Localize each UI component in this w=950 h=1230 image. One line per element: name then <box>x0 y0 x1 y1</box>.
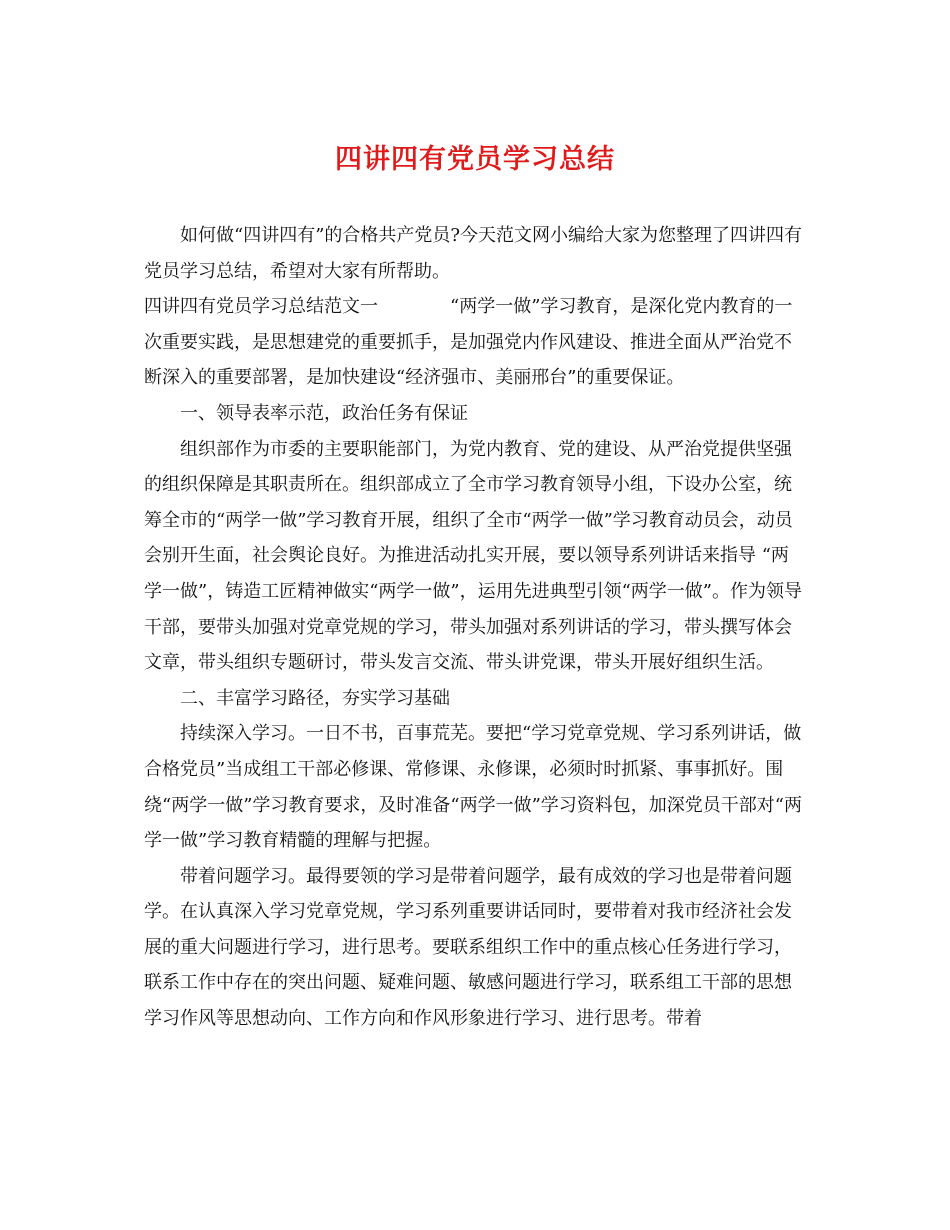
intro-paragraph: 如何做“四讲四有”的合格共产党员?今天范文网小编给大家为您整理了四讲四有党员学习总结，希望对大家有所帮助。 <box>144 225 803 282</box>
document-body <box>144 218 804 1037</box>
section-2-heading: 二、丰富学习路径，夯实学习基础 <box>180 687 450 709</box>
section-1-heading: 一、领导表率示范，政治任务有保证 <box>180 402 468 424</box>
section-2-paragraph-1: 持续深入学习。一日不书，百事荒芜。要把“学习党章党规、学习系列讲话，做合格党员”当成组工干部必修课、常修课、永修课，必须时时抓紧、事事抓好。围绕“两学一做”学习教育要求，及时准备“两学一做”学习资料包，加深党员干部对“两学一做”学习教育精髓的理解与把握。 <box>144 723 803 852</box>
section-1-paragraph: 组织部作为市委的主要职能部门，为党内教育、党的建设、从严治党提供坚强的组织保障是其职责所在。组织部成立了全市学习教育领导小组，下设办公室，统筹全市的“两学一做”学习教育开展，组织了全市“两学一做”学习教育动员会，动员会别开生面，社会舆论良好。为推进活动扎实开展，要以领导系列讲话来指导 “两学一做”，铸造工匠精神做实“两学一做”，运用先进典型引领“两学一做”。作为领导干部，要带头加强对党章党规的学习，带头加强对系列讲话的学习，带头撰写体会文章，带头组织专题研讨，带头发言交流、带头讲党课，带头开展好组织生活。 <box>144 438 803 674</box>
sample-first-paragraph <box>144 289 804 396</box>
section-2-paragraph-2: 带着问题学习。最得要领的学习是带着问题学，最有成效的学习也是带着问题学。在认真深入学习党章党规，学习系列重要讲话同时，要带着对我市经济社会发展的重大问题进行学习，进行思考。要联系组织工作中的重点核心任务进行学习，联系工作中存在的突出问题、疑难问题、敏感问题进行学习，联系组工干部的思想学习作风等思想动向、工作方向和作风形象进行学习、进行思考。带着 <box>144 865 792 1030</box>
sample-heading: 四讲四有党员学习总结范文一 <box>144 296 378 318</box>
document-title: 四讲四有党员学习总结 <box>335 144 615 175</box>
sample-first-paragraph-text: “两学一做”学习教育，是深化党内教育的一次重要实践，是思想建党的重要抓手，是加强党内作风建设、推进全面从严治党不断深入的重要部署，是加快建设“经济强市、美丽邢台”的重要保证。 <box>144 296 793 389</box>
